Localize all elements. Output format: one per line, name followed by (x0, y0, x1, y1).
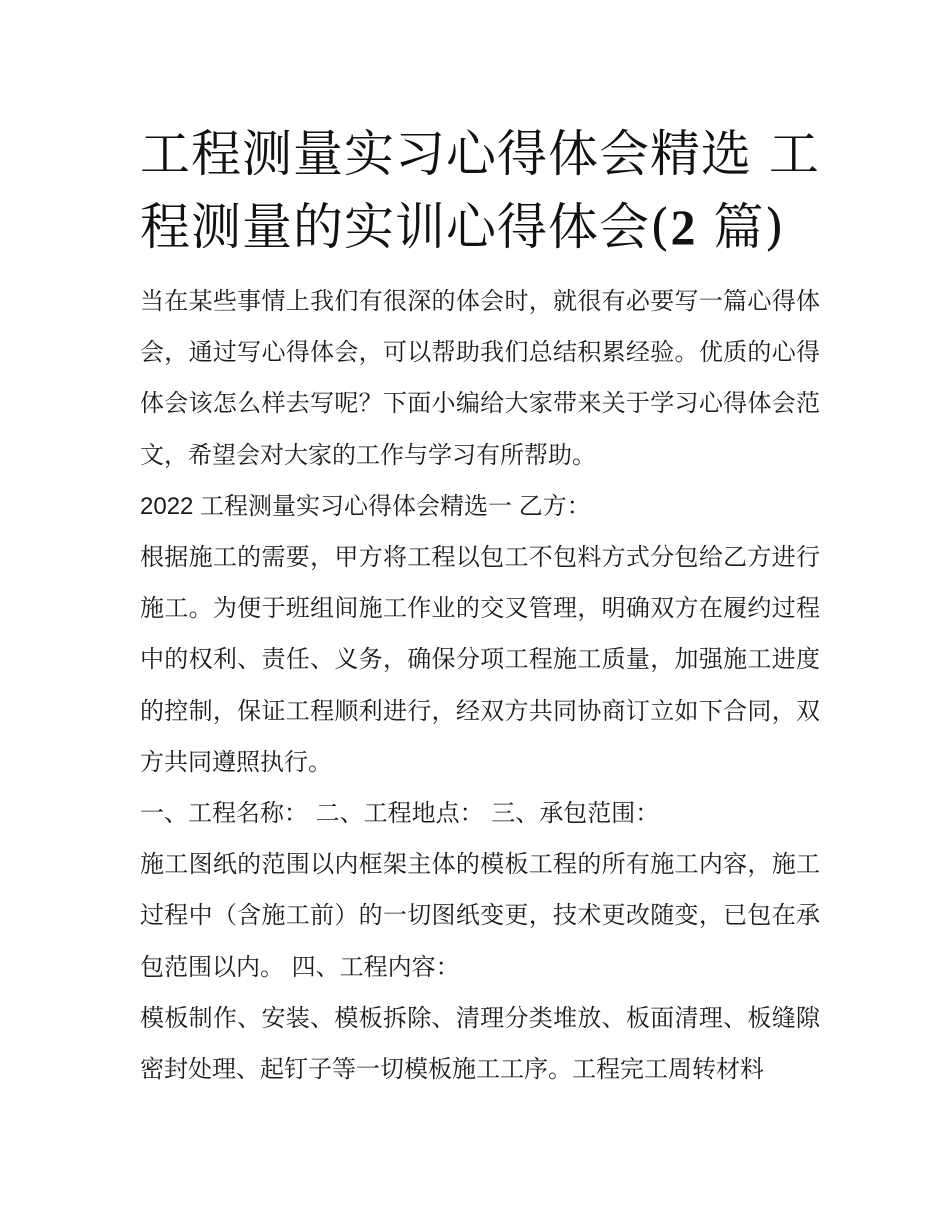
title-line-2: 程测量的实训心得体会( (140, 198, 671, 256)
intro-paragraph: 当在某些事情上我们有很深的体会时，就很有必要写一篇心得体会，通过写心得体会，可以帮助我们总结积累经验。优质的心得体会该怎么样去写呢？下面小编给大家带来关于学习心得体会范文，希望会对大家的工作与学习有所帮助。 (140, 287, 820, 469)
document-title (140, 118, 820, 264)
content-paragraph: 模板制作、安装、模板拆除、清理分类堆放、板面清理、板缝隙密封处理、起钉子等一切模板施工工序。工程完工周转材料 (140, 1003, 820, 1084)
scope-paragraph: 施工图纸的范围以内框架主体的模板工程的所有施工内容，施工过程中（含施工前）的一切图纸变更，技术更改随变，已包在承包范围以内。 四、工程内容： (140, 850, 820, 981)
title-line-1: 工程测量实习心得体会精选 工 (140, 125, 820, 183)
section-heading: 2022 工程测量实习心得体会精选一 乙方： (140, 492, 591, 520)
contract-paragraph: 根据施工的需要，甲方将工程以包工不包料方式分包给乙方进行施工。为便于班组间施工作业的交叉管理，明确双方在履约过程中的权利、责任、义务，确保分项工程施工质量，加强施工进度的控制，保证工程顺利进行，经双方共同协商订立如下合同，双方共同遵照执行。 (140, 543, 820, 776)
title-count: 2 (670, 199, 697, 255)
title-line-2-end: 篇) (696, 198, 785, 256)
clause-list: 一、工程名称： 二、工程地点： 三、承包范围： (140, 799, 660, 828)
document-body (140, 276, 820, 1095)
